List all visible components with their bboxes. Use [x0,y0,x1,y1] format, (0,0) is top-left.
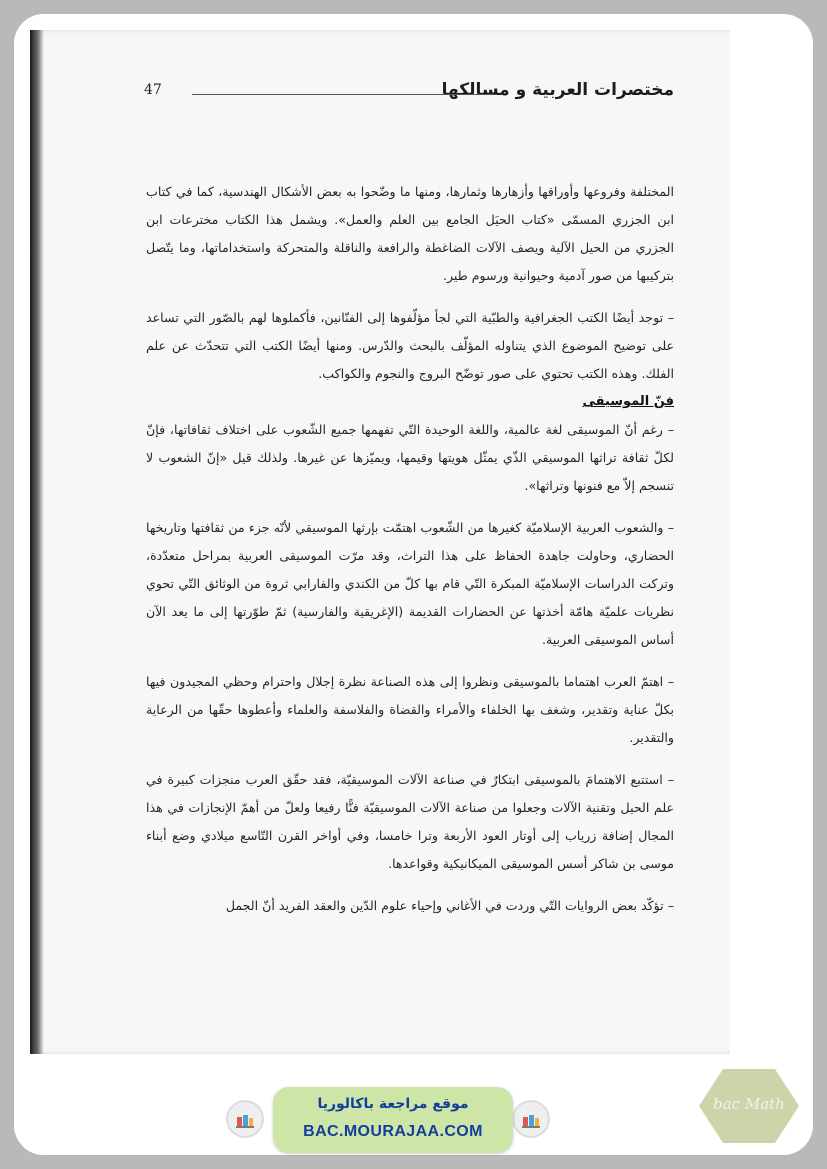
books-icon [228,1102,262,1136]
site-banner-link[interactable] [273,1087,513,1153]
body-text [146,178,674,920]
logo-text: bac Math [713,1095,785,1113]
page-number: 47 [144,82,162,98]
paragraph: – اهتمّ العرب اهتماما بالموسيقى ونظروا إلى هذه الصناعة نظرة إجلال واحترام وحظي المجيدون فيها بكلّ عناية وتقدير، وشغف بها الخلفاء والأمراء والقضاة والفلاسفة والعلماء وأعطوها حقّها من الرعاية والتقدير. [146,674,674,745]
book-spine-shadow [30,30,44,1054]
site-name[interactable]: موقع مراجعة باكالوريا [317,1096,469,1112]
paragraph: المختلفة وفروعها وأوراقها وأزهارها وثمارها، ومنها ما وضّحوا به بعض الأشكال الهندسية، كما في كتاب ابن الجزري المسمّى «كتاب الحيَل الجامع بين العلم والعمل». ويشمل هذا الكتاب مخترعات ابن الجزري من الحيل الآلية ويصف الآلات الضاغطة والرافعة والناقلة والمتحركة واستخداماتها، وما يتّصل بتركيبها من صور آدمية وحيوانية ورسوم طير. [146,184,674,283]
header-rule [192,94,494,95]
running-title: مختصرات العربية و مسالكها [441,80,674,100]
paragraph: – والشعوب العربية الإسلاميّة كغيرها من الشّعوب اهتمّت بإرثها الموسيقي لأنّه جزء من ثقافتها وتاريخها الحضاري، وحاولت جاهدة الحفاظ على هذا التراث، وقد مرّت الموسيقى العربية بمراحل متعدّدة، وتركت الدراسات الإسلاميّة المبكرة التّي قام بها كلّ من الكندي والفارابي ثروة من الوثائق التّي تحوي نظريات علميّة هامّة أخذتها عن الحضارات القديمة (الإغريقية والفارسية) ثمّ طوّرتها إلى ما يعد الآن أساس الموسيقى العربية. [146,520,674,647]
paragraph: – تؤكّد بعض الروايات التّي وردت في الأغاني وإحياء علوم الدّين والعقد الفريد أنّ الجمل [225,898,674,913]
section-heading: فنّ الموسيقى [582,394,674,409]
books-icon [514,1102,548,1136]
paragraph: – رغم أنّ الموسيقى لغة عالمية، واللغة الوحيدة التّي تفهمها جميع الشّعوب على اختلاف ثقافاتها، فإنّ لكلّ ثقافة تراثها الموسيقي الذّي يمثّل هويتها وقيمها، ويميّزها عن غيرها. ولذلك قيل «إنّ الشعوب لا تنسجم إلاّ مع فنونها وتراثها». [146,422,674,493]
running-header [144,76,674,110]
paragraph: – استتبع الاهتمامَ بالموسيقى ابتكارٌ في صناعة الآلات الموسيقيّة، فقد حقّق العرب منجزات كبيرة في علم الحيل وتقنية الآلات وجعلوا من صناعة الآلات الموسيقيّة فنًّا رفيعا ولعلّ من أهمّ الإنجازات في هذا المجال إضافة زرياب إلى أوتار العود الأربعة وترا خامسا، وفي أواخر القرن التّاسع ميلادي وضع أبناء موسى بن شاكر أسس الموسيقى الميكانيكية وقواعدها. [146,772,674,871]
paragraph: – توجد أيضًا الكتب الجغرافية والطبّية التي لجأ مؤلّفوها إلى الفنّانين، فأكملوها لهم بالصّور التي تساعد على توضيح الموضوع الذي يتناوله المؤلّف بالبحث والدّرس. ومنها أيضًا الكتب التي تتحدّث عن علم الفلك. وهذه الكتب تحتوي على صور توضّح البروج والنجوم والكواكب. [146,310,674,381]
site-url[interactable]: BAC.MOURAJAA.COM [303,1123,483,1140]
